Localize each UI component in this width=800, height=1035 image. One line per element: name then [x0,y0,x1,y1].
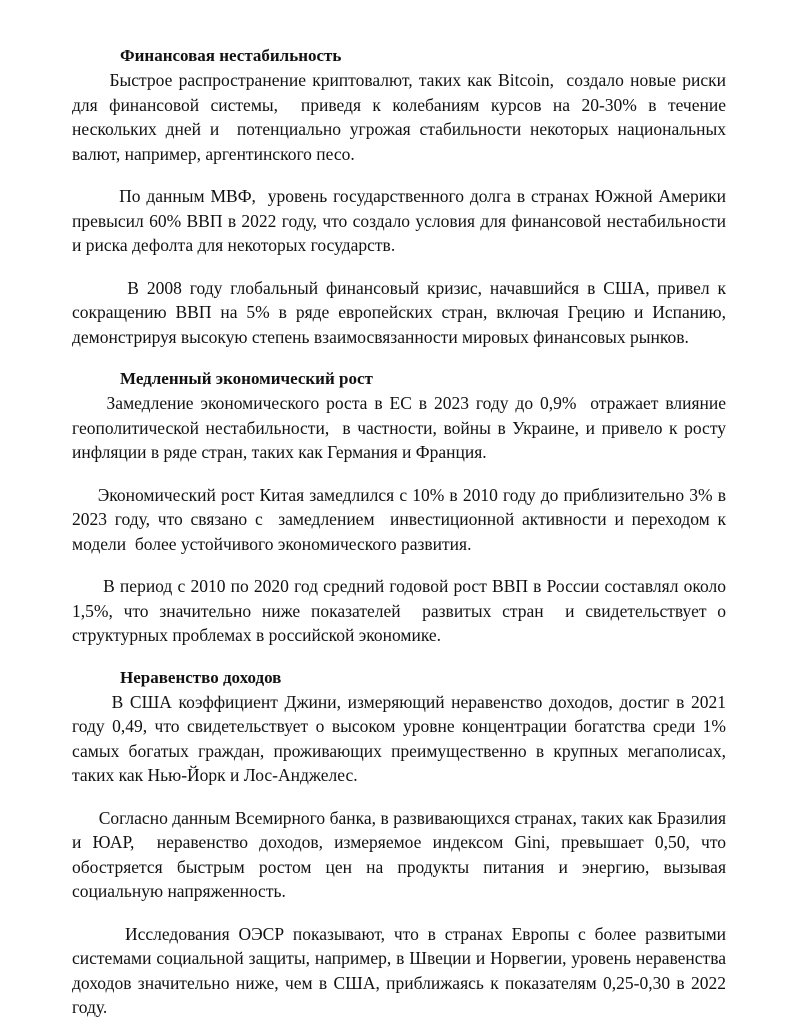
paragraph: Согласно данным Всемирного банка, в развивающихся странах, таких как Бразилия и ЮАР, неравенство доходов, измеряемое индексом Gini, превышает 0,50, что обостряется быстрым ростом цен на продукты питания и энергию, вызывая социальную напряженность. [72,807,735,901]
section-heading: Неравенство доходов [120,667,282,687]
paragraph: Замедление экономического роста в ЕС в 2023 году до 0,9% отражает влияние геополитической нестабильности, в частности, войны в Украине, и привело к росту инфляции в ряде стран, таких как Германия и Франция. [72,393,731,462]
section-heading: Финансовая нестабильность [120,46,342,65]
paragraph: Быстрое распространение криптовалют, таких как Bitcoin, создало новые риски для финансовой системы, приведя к колебаниям курсов на 20-30% в течение нескольких дней и потенциально угрожая стабильности некоторых национальных валют, например, аргентинского песо. [72,70,731,164]
document-page [72,44,735,1020]
section-slow-growth [72,367,731,648]
section-income-inequality [72,666,735,1020]
paragraph: В период с 2010 по 2020 год средний годовой рост ВВП в России составлял около 1,5%, что значительно ниже показателей развитых стран и свидетельствует о структурных проблемах в российской экономике. [72,576,731,645]
paragraph: В 2008 году глобальный финансовый кризис, начавшийся в США, привел к сокращению ВВП на 5% в ряде европейских стран, включая Грецию и Испанию, демонстрируя высокую степень взаимосвязанности мировых финансовых рынков. [72,277,731,347]
paragraph: Исследования ОЭСР показывают, что в странах Европы с более развитыми системами социальной защиты, например, в Швеции и Норвегии, уровень неравенства доходов значительно ниже, чем в США, приближаясь к показателям 0,25-0,30 в 2022 году. [72,923,731,1017]
paragraph: Экономический рост Китая замедлился с 10% в 2010 году до приблизительно 3% в 2023 году, что связано с замедлением инвестиционной активности и переходом к модели более устойчивого экономического развития. [72,484,731,554]
section-heading: Медленный экономический рост [120,369,373,388]
paragraph: По данным МВФ, уровень государственного долга в странах Южной Америки превысил 60% ВВП в 2022 году, что создало условия для финансовой нестабильности и риска дефолта для некоторых государств. [72,186,731,255]
section-financial-instability [72,44,731,349]
paragraph: В США коэффициент Джини, измеряющий неравенство доходов, достиг в 2021 году 0,49, что свидетельствует о высоком уровне концентрации богатства среди 1% самых богатых граждан, проживающих преимущественно в крупных мегаполисах, таких как Нью-Йорк и Лос-Анджелес. [72,691,731,785]
